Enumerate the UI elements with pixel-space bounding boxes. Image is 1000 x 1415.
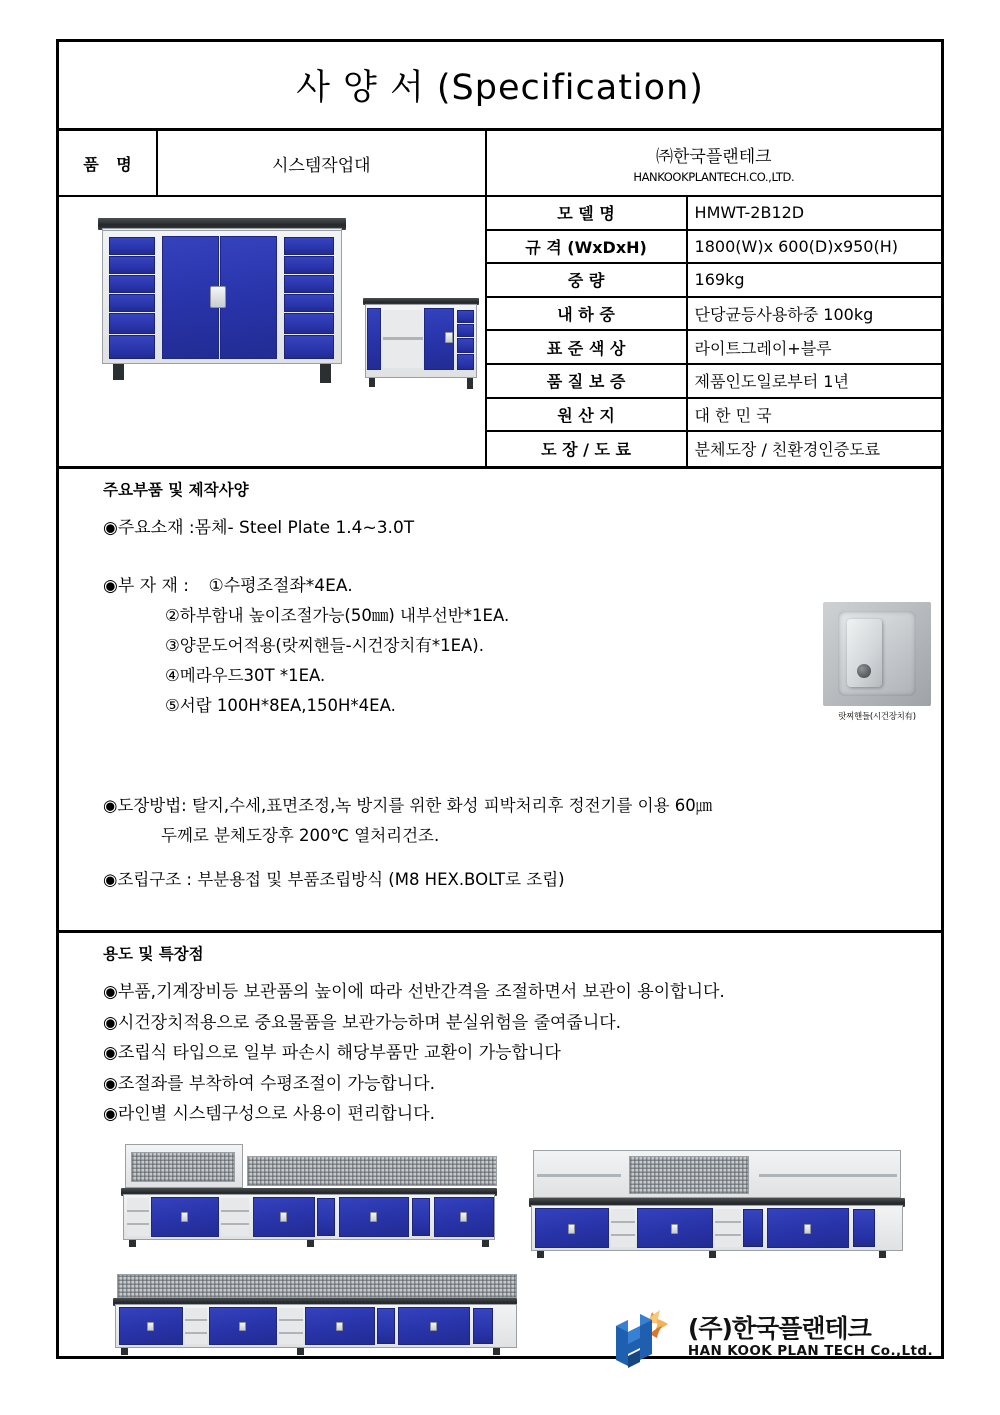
- lock-icon: [857, 664, 871, 678]
- spec-label: 내 하 중: [487, 298, 688, 330]
- sub-material-item-3: ④메라우드30T *1EA.: [165, 666, 326, 685]
- spec-row: [487, 365, 941, 399]
- spec-value: 단당균등사용하중 100kg: [694, 305, 874, 325]
- page-title: 사 양 서 (Specification): [296, 68, 704, 108]
- features-section-heading: 용도 및 특장점: [103, 945, 204, 963]
- parts-and-manufacturing-section: [59, 469, 941, 933]
- manufacturer-cell: [487, 131, 941, 197]
- spec-label: 도 장 / 도 료: [487, 432, 688, 466]
- gallery-photo-top-right: [519, 1144, 914, 1264]
- spec-value: 분체도장 / 친환경인증도료: [694, 440, 881, 460]
- latch-handle-caption: 랏찌핸들(시건장치有): [838, 712, 916, 722]
- gallery-photo-bottom-left: [107, 1274, 527, 1374]
- spec-label: 품 질 보 증: [487, 365, 688, 397]
- document-title-bar: [59, 42, 941, 131]
- spec-value: 라이트그레이+블루: [694, 338, 832, 358]
- usage-and-features-section: [59, 933, 941, 1130]
- system-configuration-gallery: [59, 1134, 941, 1374]
- spec-row: [487, 231, 941, 265]
- product-photo-main: [92, 206, 352, 396]
- main-material-line: ◉주요소재 :몸체- Steel Plate 1.4~3.0T: [103, 518, 415, 538]
- spec-label: 모 델 명: [487, 197, 688, 229]
- sub-material-item-1: ②하부함내 높이조절가능(50㎜) 내부선반*1EA.: [165, 606, 510, 625]
- company-logo: [608, 1308, 933, 1368]
- sub-material-item-4: ⑤서랍 100H*8EA,150H*4EA.: [165, 696, 396, 715]
- painting-method-line-1: ◉도장방법: 탈지,수세,표면조정,녹 방지를 위한 화성 피박처리후 정전기를 이용 60㎛: [103, 796, 713, 815]
- manufacturer-name-kr: ㈜한국플랜테크: [656, 147, 772, 167]
- features-list: [103, 977, 941, 1130]
- product-name-label: 품 명: [59, 131, 158, 195]
- sub-material-row: [103, 571, 941, 601]
- product-photo-area: [59, 197, 485, 466]
- feature-item: ◉조절좌를 부착하여 수평조절이 가능합니다.: [103, 1073, 436, 1094]
- spec-value: 169kg: [694, 270, 745, 290]
- parts-section-heading: 주요부품 및 제작사양: [103, 481, 249, 499]
- manufacturer-name-en: HANKOOKPLANTECH.CO.,LTD.: [633, 170, 795, 184]
- spec-value: HMWT-2B12D: [694, 203, 805, 223]
- feature-item: ◉라인별 시스템구성으로 사용이 편리합니다.: [103, 1104, 436, 1124]
- spec-label: 표 준 색 상: [487, 331, 688, 363]
- logo-name-kr: (주)한국플랜테크: [687, 1314, 871, 1344]
- spec-row: [487, 399, 941, 433]
- spec-value: 대 한 민 국: [694, 405, 772, 425]
- spec-right-column: [487, 131, 941, 466]
- sub-material-item-0: ①수평조절좌*4EA.: [208, 576, 353, 596]
- door-handle-icon: [210, 286, 226, 308]
- header-spec-region: [59, 131, 941, 469]
- feature-item: ◉조립식 타입으로 일부 파손시 해당부품만 교환이 가능합니다: [103, 1043, 561, 1063]
- sub-material-label: ◉부 자 재 :: [103, 576, 190, 596]
- gallery-photo-top-left: [107, 1140, 507, 1260]
- product-name-value: 시스템작업대: [272, 155, 371, 176]
- latch-handle-image: [823, 602, 931, 706]
- spec-row: [487, 432, 941, 466]
- logo-mark-icon: [608, 1308, 680, 1368]
- sub-material-item-2: ③양문도어적용(랏찌핸들-시건장치有*1EA).: [165, 636, 484, 655]
- spec-row: [487, 331, 941, 365]
- assembly-structure-line: ◉조립구조 : 부분용접 및 부품조립방식 (M8 HEX.BOLT로 조립): [103, 870, 565, 889]
- product-name-row: [59, 131, 485, 197]
- spec-label: 원 산 지: [487, 399, 688, 431]
- logo-text-block: [688, 1316, 933, 1358]
- spec-label: 중 량: [487, 264, 688, 296]
- spec-row: [487, 264, 941, 298]
- latch-handle-photo: [823, 602, 931, 722]
- specification-document: [56, 39, 944, 1359]
- spec-value: 제품인도일로부터 1년: [694, 372, 849, 392]
- product-left-column: [59, 131, 487, 466]
- spec-row: [487, 298, 941, 332]
- specification-table: [487, 197, 941, 466]
- spec-label: 규 격 (WxDxH): [487, 231, 688, 263]
- painting-method-line-2: 두께로 분체도장후 200℃ 열처리건조.: [161, 826, 440, 845]
- feature-item: ◉시건장치적용으로 중요물품을 보관가능하며 분실위험을 줄여줍니다.: [103, 1012, 622, 1033]
- logo-name-en: HAN KOOK PLAN TECH Co.,Ltd.: [687, 1342, 933, 1359]
- feature-item: ◉부품,기계장비등 보관품의 높이에 따라 선반간격을 조절하면서 보관이 용이합니다.: [103, 982, 725, 1002]
- spec-row: [487, 197, 941, 231]
- spec-value: 1800(W)x 600(D)x950(H): [694, 236, 898, 256]
- product-photo-open: [361, 294, 483, 394]
